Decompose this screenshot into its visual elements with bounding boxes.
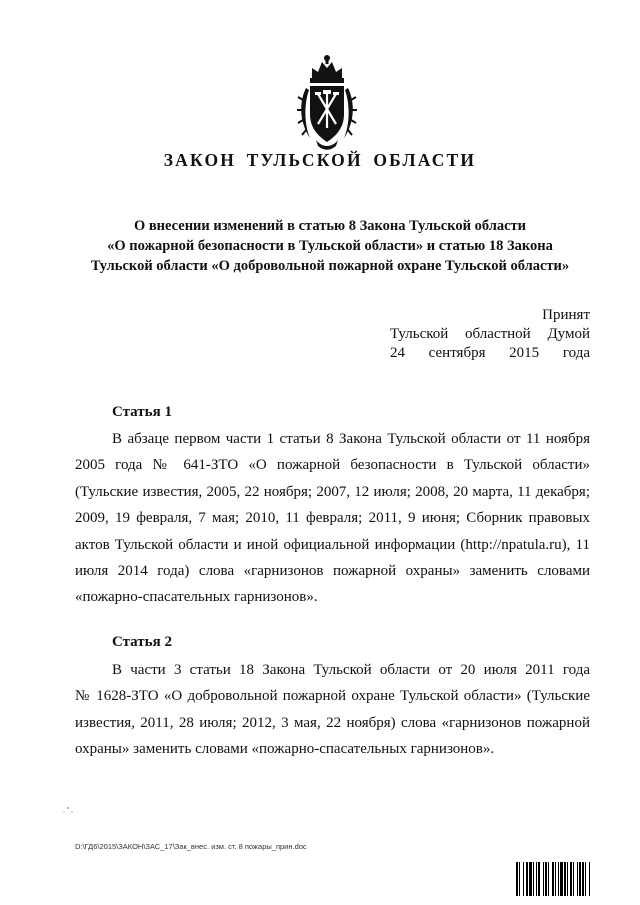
adopted-word: областной [465,326,531,342]
barcode-bar [526,862,528,896]
text-line: 2005 года № 641-ЗТО «О пожарной безопасности в Тульской области» [75,457,590,474]
law-title: ЗАКОН ТУЛЬСКОЙ ОБЛАСТИ [163,150,477,170]
barcode-icon [516,862,626,896]
barcode-bar [573,862,574,896]
barcode-bar [558,862,559,896]
adopted-word: 24 [390,345,405,361]
barcode-bar [582,862,584,896]
barcode-bar [570,862,572,896]
text-line: № 1628-ЗТО «О добровольной пожарной охране Тульской области» (Тульские [75,688,590,705]
barcode-bar [516,862,518,896]
text-line: актов Тульской области и иной официальной информации (http://npatula.ru), 11 [75,536,590,553]
adopted-word: Тульской [390,326,449,342]
text-line: В части 3 статьи 18 Закона Тульской области от 20 июля 2011 года [112,662,590,678]
text-line: 2009, 19 февраля, 7 мая; 2010, 11 февраля; 2011, 9 июня; Сборник правовых [75,510,590,527]
barcode-bar [560,862,563,896]
text-line: «пожарно-спасательных гарнизонов». [75,589,318,606]
subtitle-line: «О пожарной безопасности в Тульской области» и статью 18 Закона [107,238,553,254]
text-line: известия, 2011, 28 июля; 2012, 3 мая, 22 ноября) слова «гарнизонов пожарной [75,714,590,731]
file-path-footer: D:\ГД6\2015\ЗАКОН\ЗАС_17\Зак_внес. изм. ст. 8 пожары_прин.doc [75,842,307,851]
text-line: В абзаце первом части 1 статьи 8 Закона Тульской области от 11 ноября [112,431,590,447]
adopted-word: сентября [428,345,486,361]
barcode-bar [536,862,537,896]
article-2-text [75,657,590,763]
barcode-bar [564,862,566,896]
barcode-bar [589,862,590,896]
subtitle-line: Тульской области «О добровольной пожарной охране Тульской области» [90,258,570,274]
barcode-bar [533,862,534,896]
barcode-bar [567,862,568,896]
barcode-bar [543,862,544,896]
barcode-bar [523,862,524,896]
subtitle-line: О внесении изменений в статью 8 Закона Тульской области [133,218,527,234]
barcode-bar [538,862,540,896]
barcode-bar [579,862,581,896]
text-line: июля 2014 года) слова «гарнизонов пожарной охраны» заменить словами [75,563,590,580]
adopted-word: года [562,345,590,361]
barcode-bar [529,862,532,896]
adopted-word: Думой [547,326,590,342]
text-line: (Тульские известия, 2005, 22 ноября; 2007, 12 июля; 2008, 20 марта, 11 декабря; [75,483,590,500]
adoption-note [0,306,640,366]
barcode-bar [555,862,556,896]
barcode-bar [577,862,578,896]
article-1-text [75,426,590,611]
barcode-bar [519,862,520,896]
article-1-heading: Статья 1 [112,404,172,420]
adopted-date [390,344,590,363]
barcode-bar [552,862,554,896]
article-2-heading: Статья 2 [112,634,172,650]
adopted-by [390,325,590,344]
law-subtitle [60,216,600,276]
adopted-word: 2015 [509,345,540,361]
barcode-bar [545,862,547,896]
adopted-label: Принят [542,307,590,323]
tula-coat-of-arms-icon [296,52,358,152]
text-line: охраны» заменить словами «пожарно-спасательных гарнизонов». [75,741,495,758]
barcode-bar [585,862,586,896]
barcode-bar [548,862,549,896]
